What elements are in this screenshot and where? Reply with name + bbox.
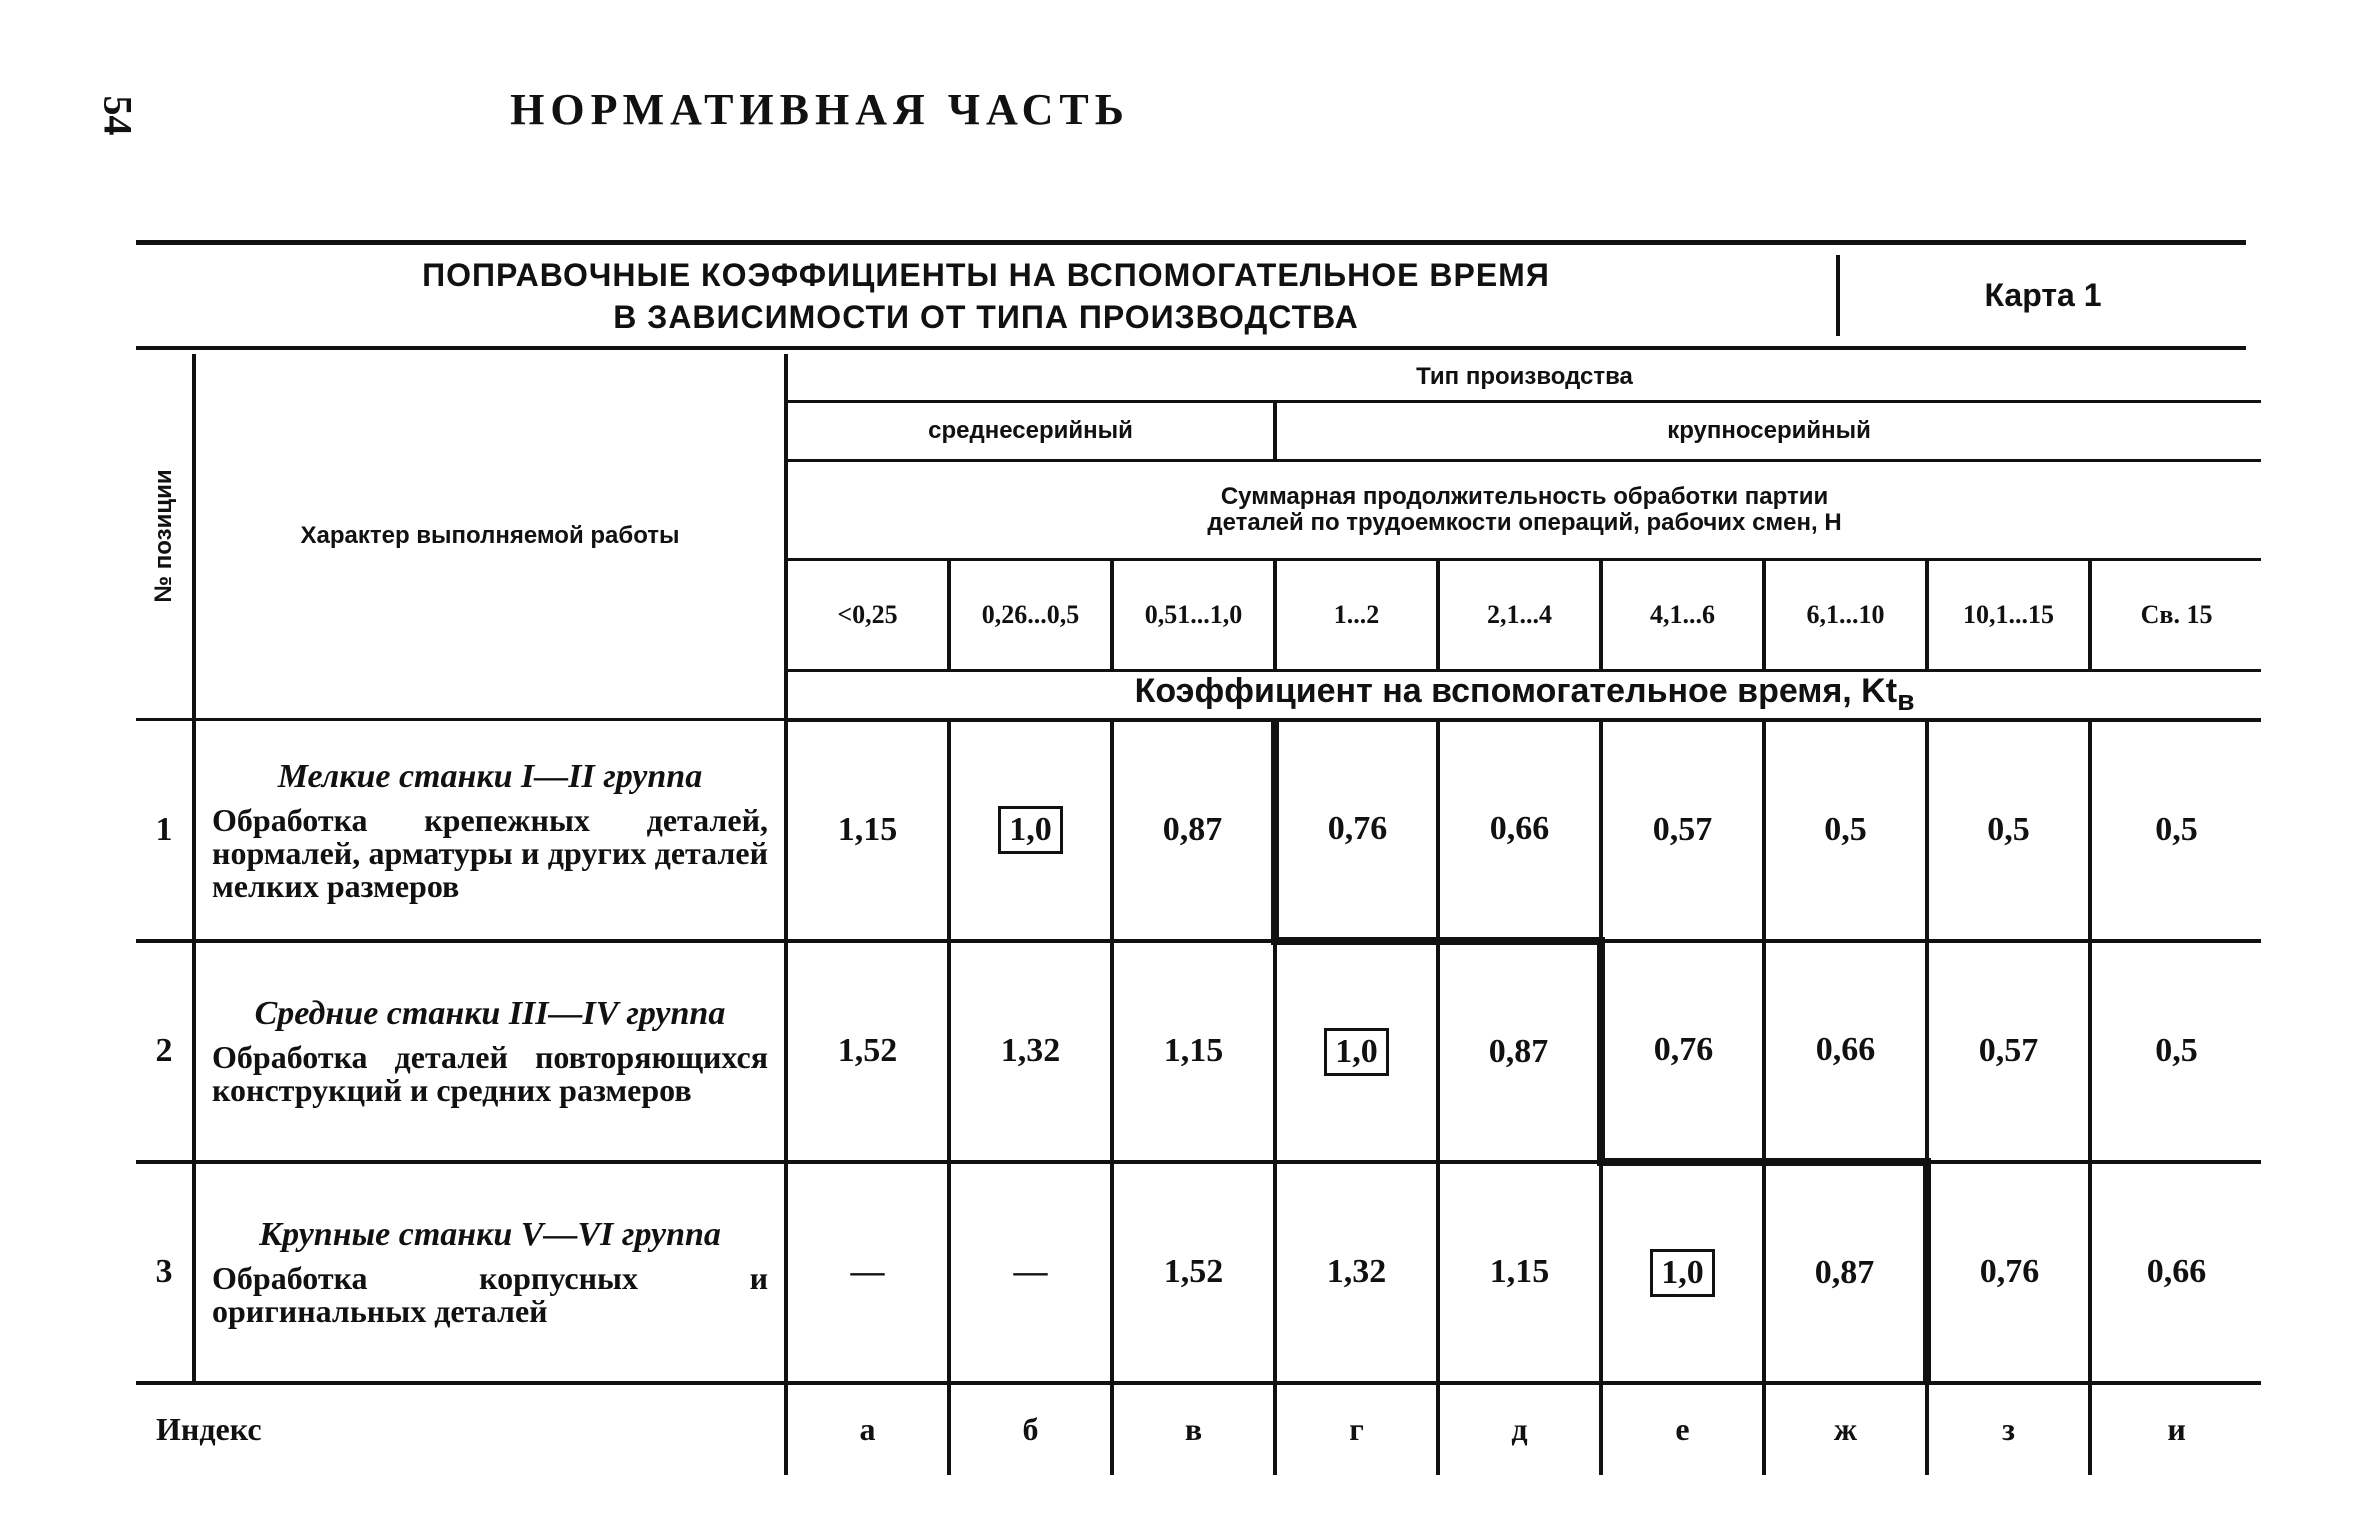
value-cell: 1,32	[1275, 1162, 1438, 1383]
value-cell: 1,15	[786, 720, 949, 941]
value-cell: 0,66	[1438, 720, 1601, 941]
range-cell: 2,1...4	[1438, 560, 1601, 671]
range-cell: 0,51...1,0	[1112, 560, 1275, 671]
row-group: Мелкие станки I—II группа	[277, 757, 703, 795]
value-cell: 0,57	[1927, 941, 2090, 1162]
value-cell: 1,32	[949, 941, 1112, 1162]
row-group: Крупные станки V—VI группа	[259, 1216, 721, 1254]
range-cell: Св. 15	[2090, 560, 2261, 671]
value-cell: 0,66	[1764, 941, 1927, 1162]
table-caption	[136, 240, 2246, 350]
value-cell: 0,87	[1438, 941, 1601, 1162]
production-type-large: крупносерийный	[1275, 402, 2261, 461]
pos-header: № позиции	[150, 469, 177, 603]
value-cell-boxed	[1601, 1162, 1764, 1383]
row-work: Обработка деталей повторяющихся конструкций и средних размеров	[212, 1039, 768, 1109]
value-cell: 1,52	[1112, 1162, 1275, 1383]
value-cell: 0,5	[2090, 720, 2261, 941]
value-cell-boxed	[1275, 941, 1438, 1162]
work-header: Характер выполняемой работы	[194, 354, 786, 720]
value-cell: 0,87	[1764, 1162, 1927, 1383]
index-label: Индекс	[156, 1411, 262, 1448]
index-cell: в	[1112, 1383, 1275, 1475]
value-cell: 0,5	[1764, 720, 1927, 941]
index-cell: а	[786, 1383, 949, 1475]
duration-header	[786, 461, 2261, 560]
production-type-header: Тип производства	[786, 354, 2261, 402]
page-header: НОРМАТИВНАЯ ЧАСТЬ	[510, 85, 1130, 134]
table-row	[136, 720, 2261, 941]
index-cell: з	[1927, 1383, 2090, 1475]
value-cell: 0,57	[1601, 720, 1764, 941]
range-cell: 10,1...15	[1927, 560, 2090, 671]
coef-header-sub: в	[1897, 684, 1915, 717]
card-label: Карта 1	[1984, 277, 2102, 313]
row-description	[194, 941, 786, 1162]
value-cell: 0,5	[1927, 720, 2090, 941]
table-row	[136, 1162, 2261, 1383]
value-cell: 1,52	[786, 941, 949, 1162]
production-type-medium: среднесерийный	[786, 402, 1275, 461]
caption-title	[136, 255, 1840, 336]
value-cell: 0,5	[2090, 941, 2261, 1162]
duration-header-line2: деталей по трудоемкости операций, рабочих смен, Н	[1207, 509, 1842, 536]
value-cell: 0,66	[2090, 1162, 2261, 1383]
range-cell: 1...2	[1275, 560, 1438, 671]
range-cell: <0,25	[786, 560, 949, 671]
row-pos: 1	[136, 720, 194, 941]
row-pos: 3	[136, 1162, 194, 1383]
table-row	[136, 941, 2261, 1162]
range-cell: 6,1...10	[1764, 560, 1927, 671]
caption-title-line1: ПОПРАВОЧНЫЕ КОЭФФИЦИЕНТЫ НА ВСПОМОГАТЕЛЬНОЕ ВРЕМЯ	[422, 256, 1550, 293]
index-cell: б	[949, 1383, 1112, 1475]
index-cell: д	[1438, 1383, 1601, 1475]
value-cell: 0,76	[1601, 941, 1764, 1162]
value-cell: 1,15	[1438, 1162, 1601, 1383]
index-cell: е	[1601, 1383, 1764, 1475]
pos-header-cell	[136, 354, 194, 720]
coef-header-text: Коэффициент на вспомогательное время, Kt	[1134, 672, 1898, 710]
boxed-value: 1,0	[998, 806, 1063, 854]
value-cell: 0,87	[1112, 720, 1275, 941]
coefficient-table	[136, 354, 2261, 1475]
index-cell: г	[1275, 1383, 1438, 1475]
index-cell: ж	[1764, 1383, 1927, 1475]
row-work: Обработка крепежных деталей, нормалей, арматуры и других деталей мелких размеров	[212, 801, 768, 904]
index-row	[136, 1383, 2261, 1475]
coef-header	[786, 671, 2261, 720]
boxed-value: 1,0	[1324, 1028, 1389, 1076]
value-cell: —	[786, 1162, 949, 1383]
range-cell: 0,26...0,5	[949, 560, 1112, 671]
duration-header-line1: Суммарная продолжительность обработки партии	[1220, 483, 1829, 510]
boxed-value: 1,0	[1650, 1249, 1715, 1297]
row-description	[194, 1162, 786, 1383]
caption-title-line2: В ЗАВИСИМОСТИ ОТ ТИПА ПРОИЗВОДСТВА	[613, 298, 1359, 335]
value-cell-boxed	[949, 720, 1112, 941]
value-cell: 1,15	[1112, 941, 1275, 1162]
row-description	[194, 720, 786, 941]
value-cell: 0,76	[1275, 720, 1438, 941]
value-cell: 0,76	[1927, 1162, 2090, 1383]
row-pos: 2	[136, 941, 194, 1162]
row-group: Средние станки III—IV группа	[254, 995, 726, 1033]
index-cell: и	[2090, 1383, 2261, 1475]
row-work: Обработка корпусных и оригинальных деталей	[212, 1260, 768, 1330]
page-number: 54	[95, 95, 141, 136]
range-cell: 4,1...6	[1601, 560, 1764, 671]
value-cell: —	[949, 1162, 1112, 1383]
